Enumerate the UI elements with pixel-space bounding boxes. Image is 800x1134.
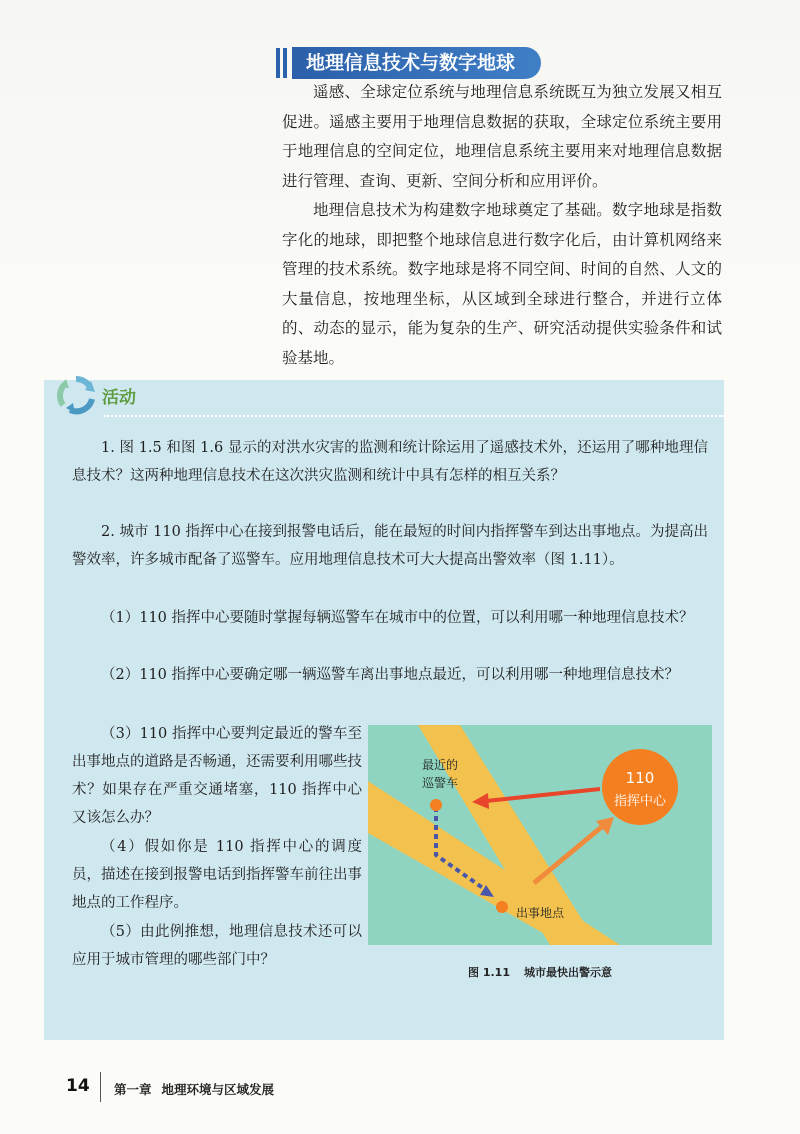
sub-question-1: （1）110 指挥中心要随时掌握每辆巡警车在城市中的位置，可以利用哪一种地理信息技术？ xyxy=(101,610,694,626)
sub-question-3: （3）110 指挥中心要判定最近的警车至出事地点的道路是否畅通，还需要利用哪些技术？如果存在严重交通堵塞，110 指挥中心又该怎么办？ xyxy=(72,726,362,826)
sub-question-2: （2）110 指挥中心要确定哪一辆巡警车离出事地点最近，可以利用哪一种地理信息技术？ xyxy=(101,667,680,683)
activity-divider xyxy=(104,415,724,417)
activity-label: 活动 xyxy=(102,387,136,408)
dispatch-map xyxy=(368,725,712,945)
incident-label: 出事地点 xyxy=(516,906,565,920)
intro-paragraph-1: 遥感、全球定位系统与地理信息系统既互为独立发展又相互促进。遥感主要用于地理信息数据的获取，全球定位系统主要用于地理信息的空间定位，地理信息系统主要用来对地理信息数据进行管理、查询、更新、空间分析和应用评价。 xyxy=(282,83,722,190)
refresh-cycle-icon xyxy=(56,375,96,415)
patrol-car-dot xyxy=(430,799,442,811)
command-center xyxy=(602,749,678,825)
section-title: 地理信息技术与数字地球 xyxy=(292,47,541,79)
sub-question-5: （5）由此例推想，地理信息技术还可以应用于城市管理的哪些部门中？ xyxy=(72,924,362,968)
figure-caption xyxy=(368,964,712,980)
question-2: 2. 城市 110 指挥中心在接到报警电话后，能在最短的时间内指挥警车到达出事地点。为提高出警效率，许多城市配备了巡警车。应用地理信息技术可大大提高出警效率（图 1.11）。 xyxy=(72,524,708,568)
footer-rule xyxy=(100,1072,101,1102)
chapter-title: 地理环境与区域发展 xyxy=(161,1082,275,1097)
sub-question-4: （4）假如你是 110 指挥中心的调度员，描述在接到报警电话到指挥警车前往出事地点的工作程序。 xyxy=(72,839,362,911)
figure-title: 城市最快出警示意 xyxy=(523,966,612,979)
intro-paragraph-2: 地理信息技术为构建数字地球奠定了基础。数字地球是指数字化的地球，即把整个地球信息进行数字化后，由计算机网络来管理的技术系统。数字地球是将不同空间、时间的自然、人文的大量信息，按地理坐标，从区域到全球进行整合，并进行立体的、动态的显示，能为复杂的生产、研究活动提供实验条件和试验基地。 xyxy=(282,201,722,367)
question-1: 1. 图 1.5 和图 1.6 显示的对洪水灾害的监测和统计除运用了遥感技术外，还运用了哪种地理信息技术？这两种地理信息技术在这次洪灾监测和统计中具有怎样的相互关系？ xyxy=(72,440,708,484)
activity-header xyxy=(56,375,136,415)
page-number: 14 xyxy=(66,1076,90,1096)
figure-number: 图 1.11 xyxy=(468,966,510,979)
patrol-car-label-2: 巡警车 xyxy=(421,776,459,790)
section-heading xyxy=(276,47,541,79)
chapter-number: 第一章 xyxy=(114,1082,152,1097)
patrol-car-label-1: 最近的 xyxy=(421,758,459,772)
incident-dot xyxy=(496,901,508,913)
center-number: 110 xyxy=(625,769,655,787)
intro-text xyxy=(282,78,722,373)
chapter-heading xyxy=(114,1080,274,1098)
heading-bars xyxy=(276,48,287,78)
center-label: 指挥中心 xyxy=(613,794,667,809)
